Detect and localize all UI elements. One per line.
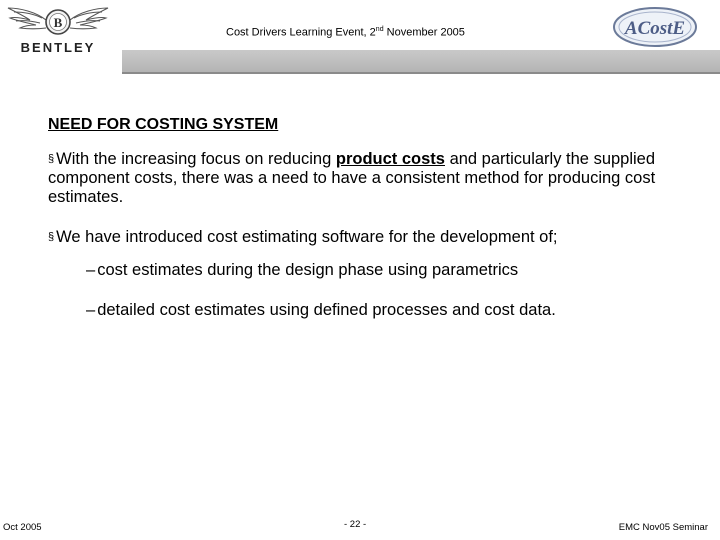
- footer-event: EMC Nov05 Seminar: [618, 522, 708, 533]
- bentley-logo: [6, 2, 110, 58]
- bullet-paragraph-1: § With the increasing focus on reducing product costs and particularly the supplied component costs, there was a need to have a consistent method for producing cost estimates.: [48, 150, 656, 206]
- header-bar-shadow: [122, 72, 720, 74]
- sub-bullet-item: – cost estimates during the design phase using parametrics: [86, 261, 519, 279]
- sub-bullet-item: – detailed cost estimates using defined processes and cost data.: [86, 301, 556, 319]
- svg-text:B: B: [53, 15, 63, 30]
- presentation-title: Cost Drivers Learning Event, 2nd November 2005: [226, 26, 465, 39]
- acoste-wordmark: ACostE: [624, 18, 686, 39]
- header-bar: [122, 50, 720, 72]
- dash-icon: –: [86, 301, 96, 319]
- page-number: - 22 -: [344, 519, 367, 530]
- slide-heading: NEED FOR COSTING SYSTEM: [48, 116, 279, 133]
- dash-icon: –: [86, 261, 96, 279]
- acoste-logo: [612, 6, 698, 48]
- bentley-wordmark: BENTLEY: [20, 40, 96, 55]
- footer-date: Oct 2005: [3, 522, 42, 533]
- bullet-icon: §: [48, 153, 55, 165]
- bullet-icon: §: [48, 231, 55, 243]
- key-term-product-costs: product costs: [335, 150, 445, 168]
- bullet-paragraph-2: § We have introduced cost estimating software for the development of;: [48, 228, 558, 246]
